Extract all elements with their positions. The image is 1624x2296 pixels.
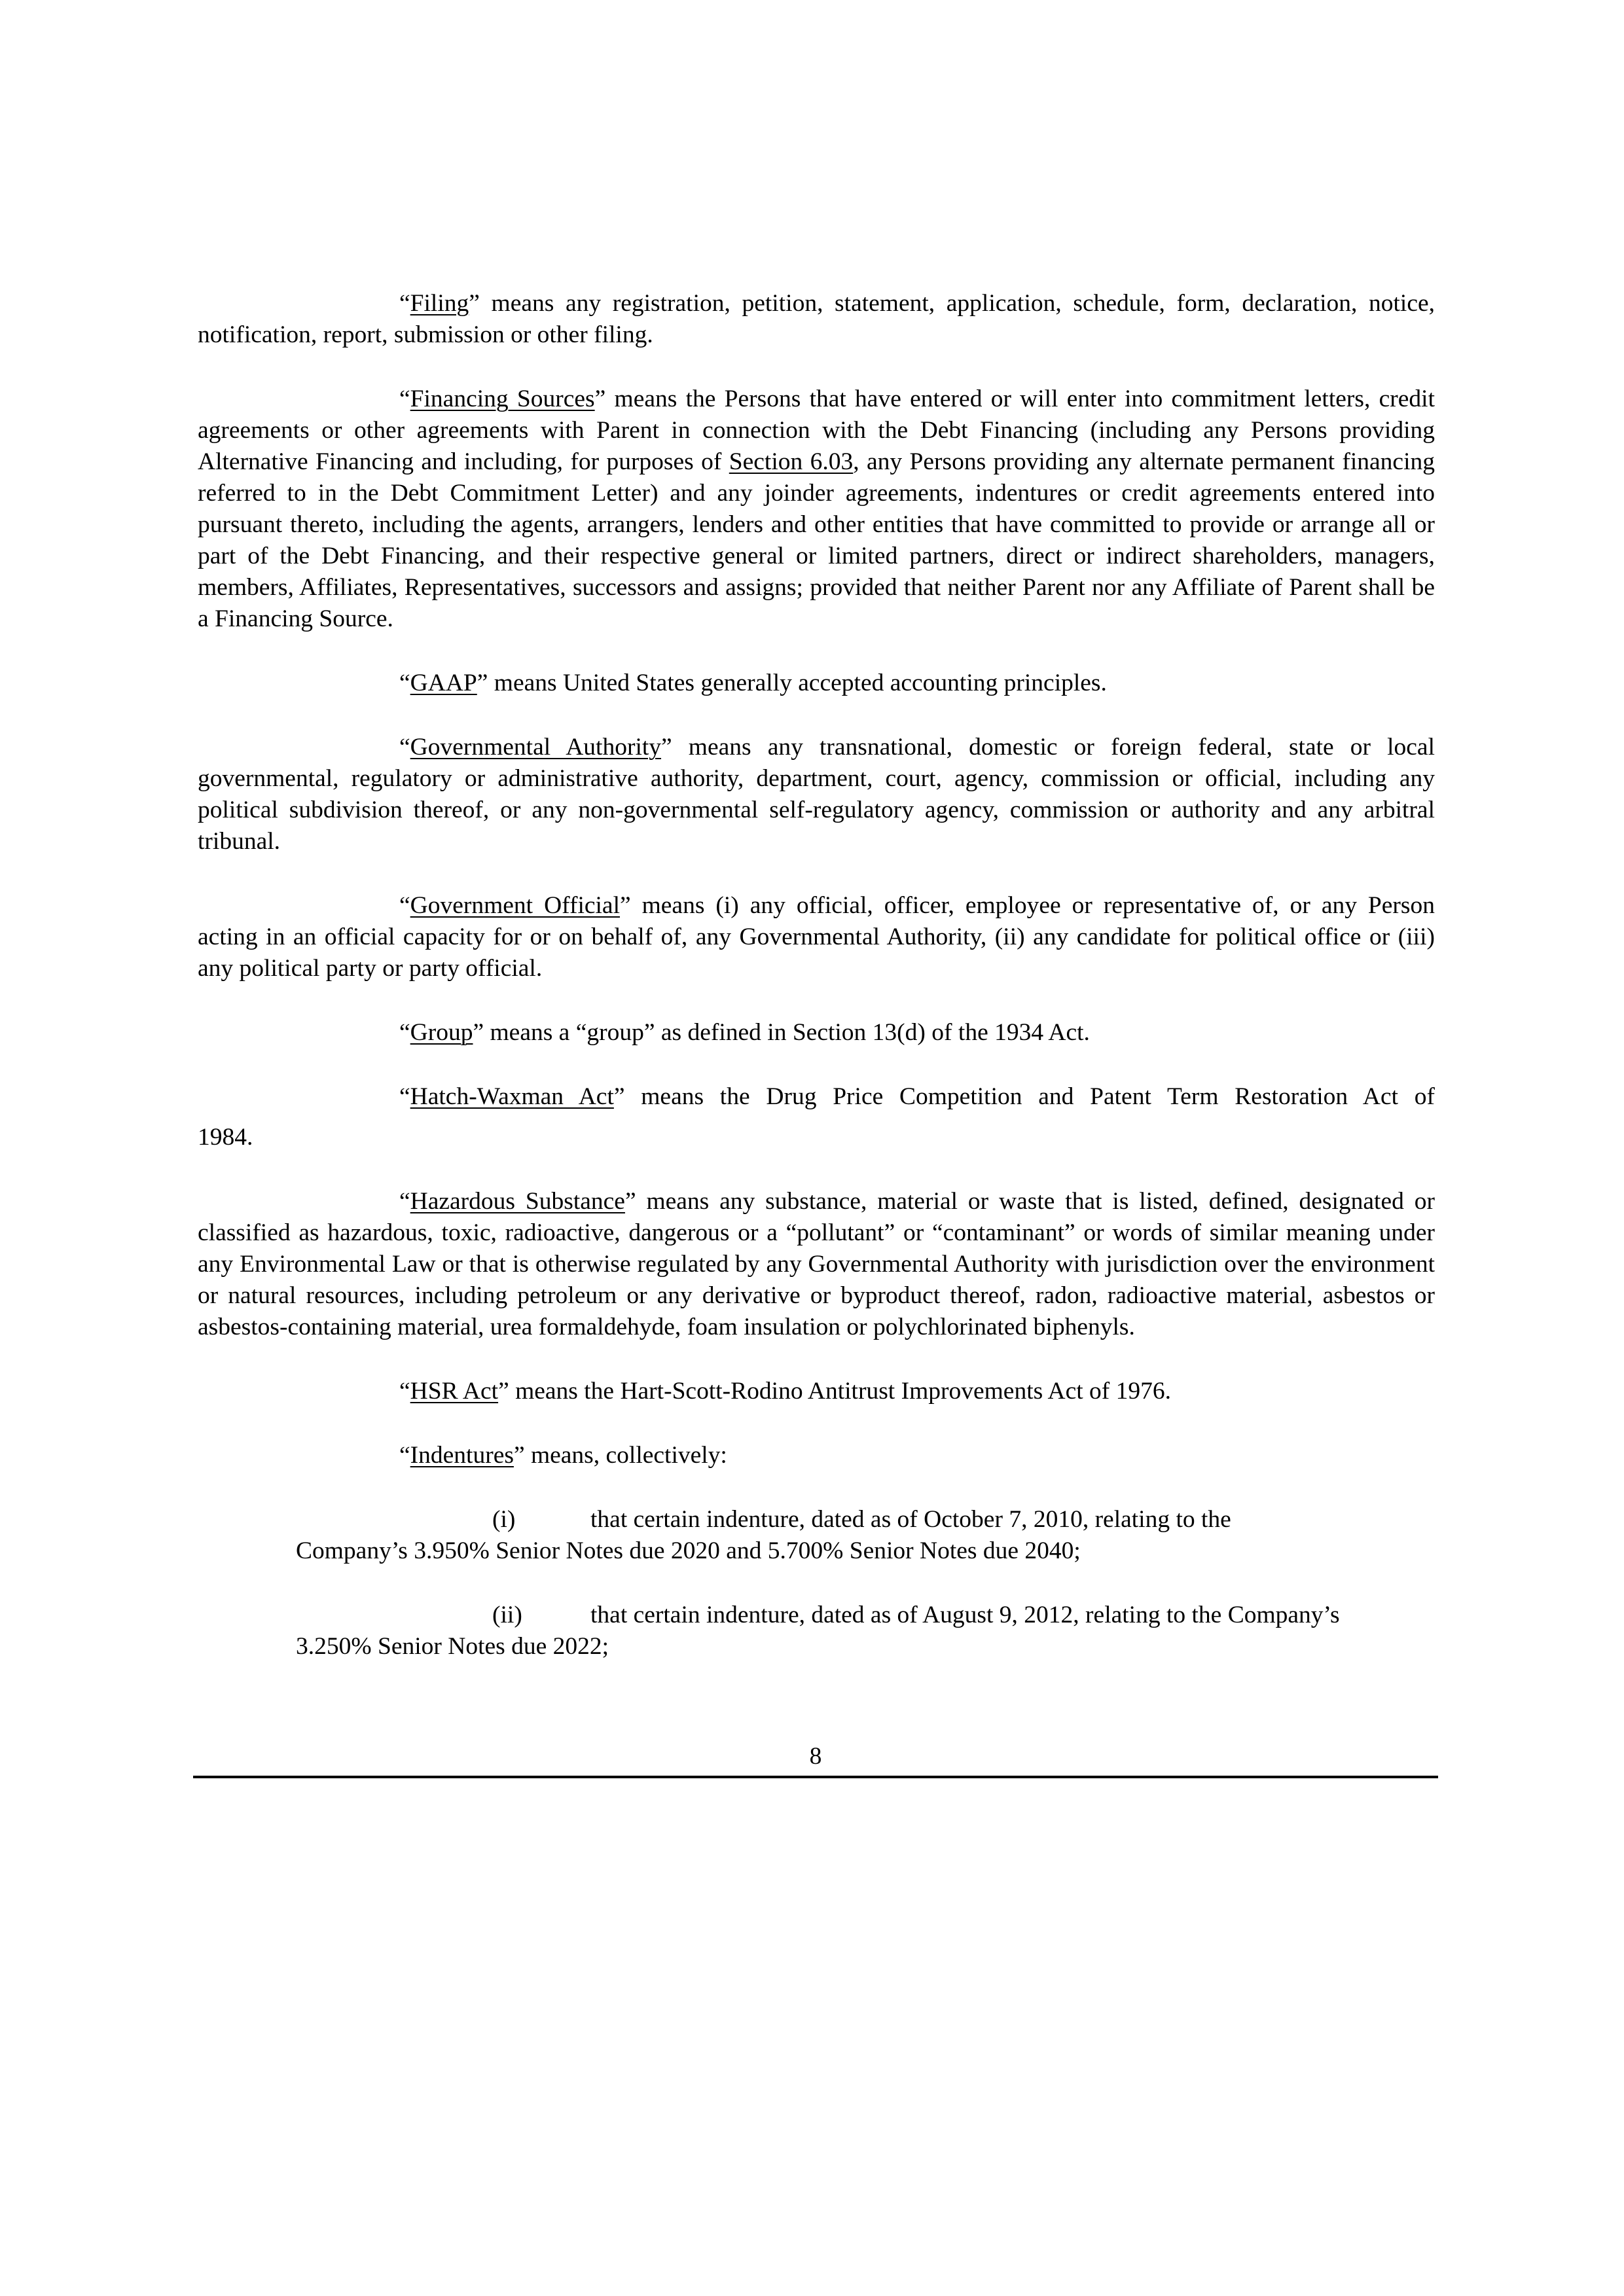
- definition-text: ” means a “group” as defined in Section 13(d) of the 1934 Act.: [473, 1019, 1090, 1046]
- definition-text: ” means any transnational, domestic or foreign federal, state or local governmental, regulatory or administrative authority, department, court, agency, commission or official, including any political subdivision thereof, or any non-governmental self-regulatory agency, commission or authority and any arbitral tribunal.: [198, 734, 1435, 855]
- list-item-continuation: Company’s 3.950% Senior Notes due 2020 and 5.700% Senior Notes due 2040;: [296, 1537, 1081, 1564]
- definition-governmental-authority: [198, 732, 1435, 857]
- definition-financing-sources: [198, 384, 1435, 635]
- indenture-item-i: [296, 1504, 1435, 1567]
- defined-term: Hatch-Waxman Act: [410, 1083, 614, 1110]
- definition-text: ” means, collectively:: [513, 1442, 727, 1469]
- definition-first-line: [198, 1081, 1435, 1113]
- definition-filing: [198, 288, 1435, 351]
- defined-term: GAAP: [410, 670, 477, 696]
- definition-text: ” means United States generally accepted accounting principles.: [477, 670, 1107, 696]
- defined-term: Group: [410, 1019, 473, 1046]
- defined-term: Hazardous Substance: [410, 1188, 625, 1215]
- definition-text-continued: , any Persons providing any alternate permanent financing referred to in the Debt Commitment Letter) and any joinder agreements, indentures or credit agreements entered into pursuant thereto, including the agents, arrangers, lenders and other entities that have committed to provide or arrange all or part of the Debt Financing, and their respective general or limited partners, direct or indirect shareholders, managers, members, Affiliates, Representatives, successors and assigns; provided that neither Parent nor any Affiliate of Parent shall be a Financing Source.: [198, 448, 1435, 632]
- definition-hsr-act: [198, 1376, 1435, 1407]
- definition-text: ” means the Hart-Scott-Rodino Antitrust Improvements Act of 1976.: [498, 1378, 1172, 1405]
- definition-hatch-waxman-act: [198, 1081, 1435, 1153]
- defined-term: Financing Sources: [410, 386, 595, 412]
- defined-term: Indentures: [410, 1442, 514, 1469]
- defined-term: Filing: [410, 290, 469, 317]
- definitions-body: [198, 288, 1435, 1695]
- open-quote: “: [399, 1188, 410, 1215]
- open-quote: “: [399, 734, 410, 761]
- footer-rule: [193, 1776, 1438, 1778]
- list-item-continuation: 3.250% Senior Notes due 2022;: [296, 1633, 609, 1660]
- open-quote: “: [399, 1083, 410, 1110]
- definition-text: ” means any substance, material or waste that is listed, defined, designated or classified as hazardous, toxic, radioactive, dangerous or a “pollutant” or “contaminant” or words of similar meaning under any Environmental Law or that is otherwise regulated by any Governmental Authority with jurisdiction over the environment or natural resources, including petroleum or any derivative or byproduct thereof, radon, radioactive material, asbestos or asbestos-containing material, urea formaldehyde, foam insulation or polychlorinated biphenyls.: [198, 1188, 1435, 1340]
- list-item-label: (ii): [492, 1602, 522, 1628]
- open-quote: “: [399, 670, 410, 696]
- definition-indentures: [198, 1440, 1435, 1471]
- section-reference: Section 6.03: [729, 448, 854, 475]
- definition-hazardous-substance: [198, 1186, 1435, 1343]
- definition-text: ” means the Drug Price Competition and Patent Term Restoration Act of: [613, 1083, 1435, 1110]
- definition-gaap: [198, 668, 1435, 699]
- definition-text: ” means any registration, petition, statement, application, schedule, form, declaration, notice, notification, report, submission or other filing.: [198, 290, 1435, 348]
- defined-term: Government Official: [410, 892, 620, 919]
- open-quote: “: [399, 386, 410, 412]
- open-quote: “: [399, 290, 410, 317]
- list-item-label: (i): [492, 1506, 516, 1533]
- indenture-item-ii: [296, 1600, 1435, 1662]
- definition-continuation: 1984.: [198, 1124, 253, 1151]
- definition-text: ” means (i) any official, officer, employee or representative of, or any Person acting in an official capacity for or on behalf of, any Governmental Authority, (ii) any candidate for political office or (iii) any political party or party official.: [198, 892, 1435, 982]
- definition-government-official: [198, 890, 1435, 984]
- open-quote: “: [399, 892, 410, 919]
- list-item-text: that certain indenture, dated as of October 7, 2010, relating to the: [590, 1506, 1231, 1533]
- open-quote: “: [399, 1019, 410, 1046]
- list-item-text: that certain indenture, dated as of August 9, 2012, relating to the Company’s: [590, 1602, 1340, 1628]
- list-item-first-line: [296, 1504, 1435, 1535]
- open-quote: “: [399, 1378, 410, 1405]
- defined-term: Governmental Authority: [410, 734, 662, 761]
- definition-text: ” means the Persons that have entered or will enter into commitment letters, credit agreements or other agreements with Parent in connection with the Debt Financing (including any Persons providing Alternative Financing and including, for purposes of: [198, 386, 1435, 475]
- defined-term: HSR Act: [410, 1378, 499, 1405]
- definition-group: [198, 1017, 1435, 1049]
- page-number: 8: [809, 1743, 822, 1770]
- open-quote: “: [399, 1442, 410, 1469]
- list-item-first-line: [296, 1600, 1435, 1631]
